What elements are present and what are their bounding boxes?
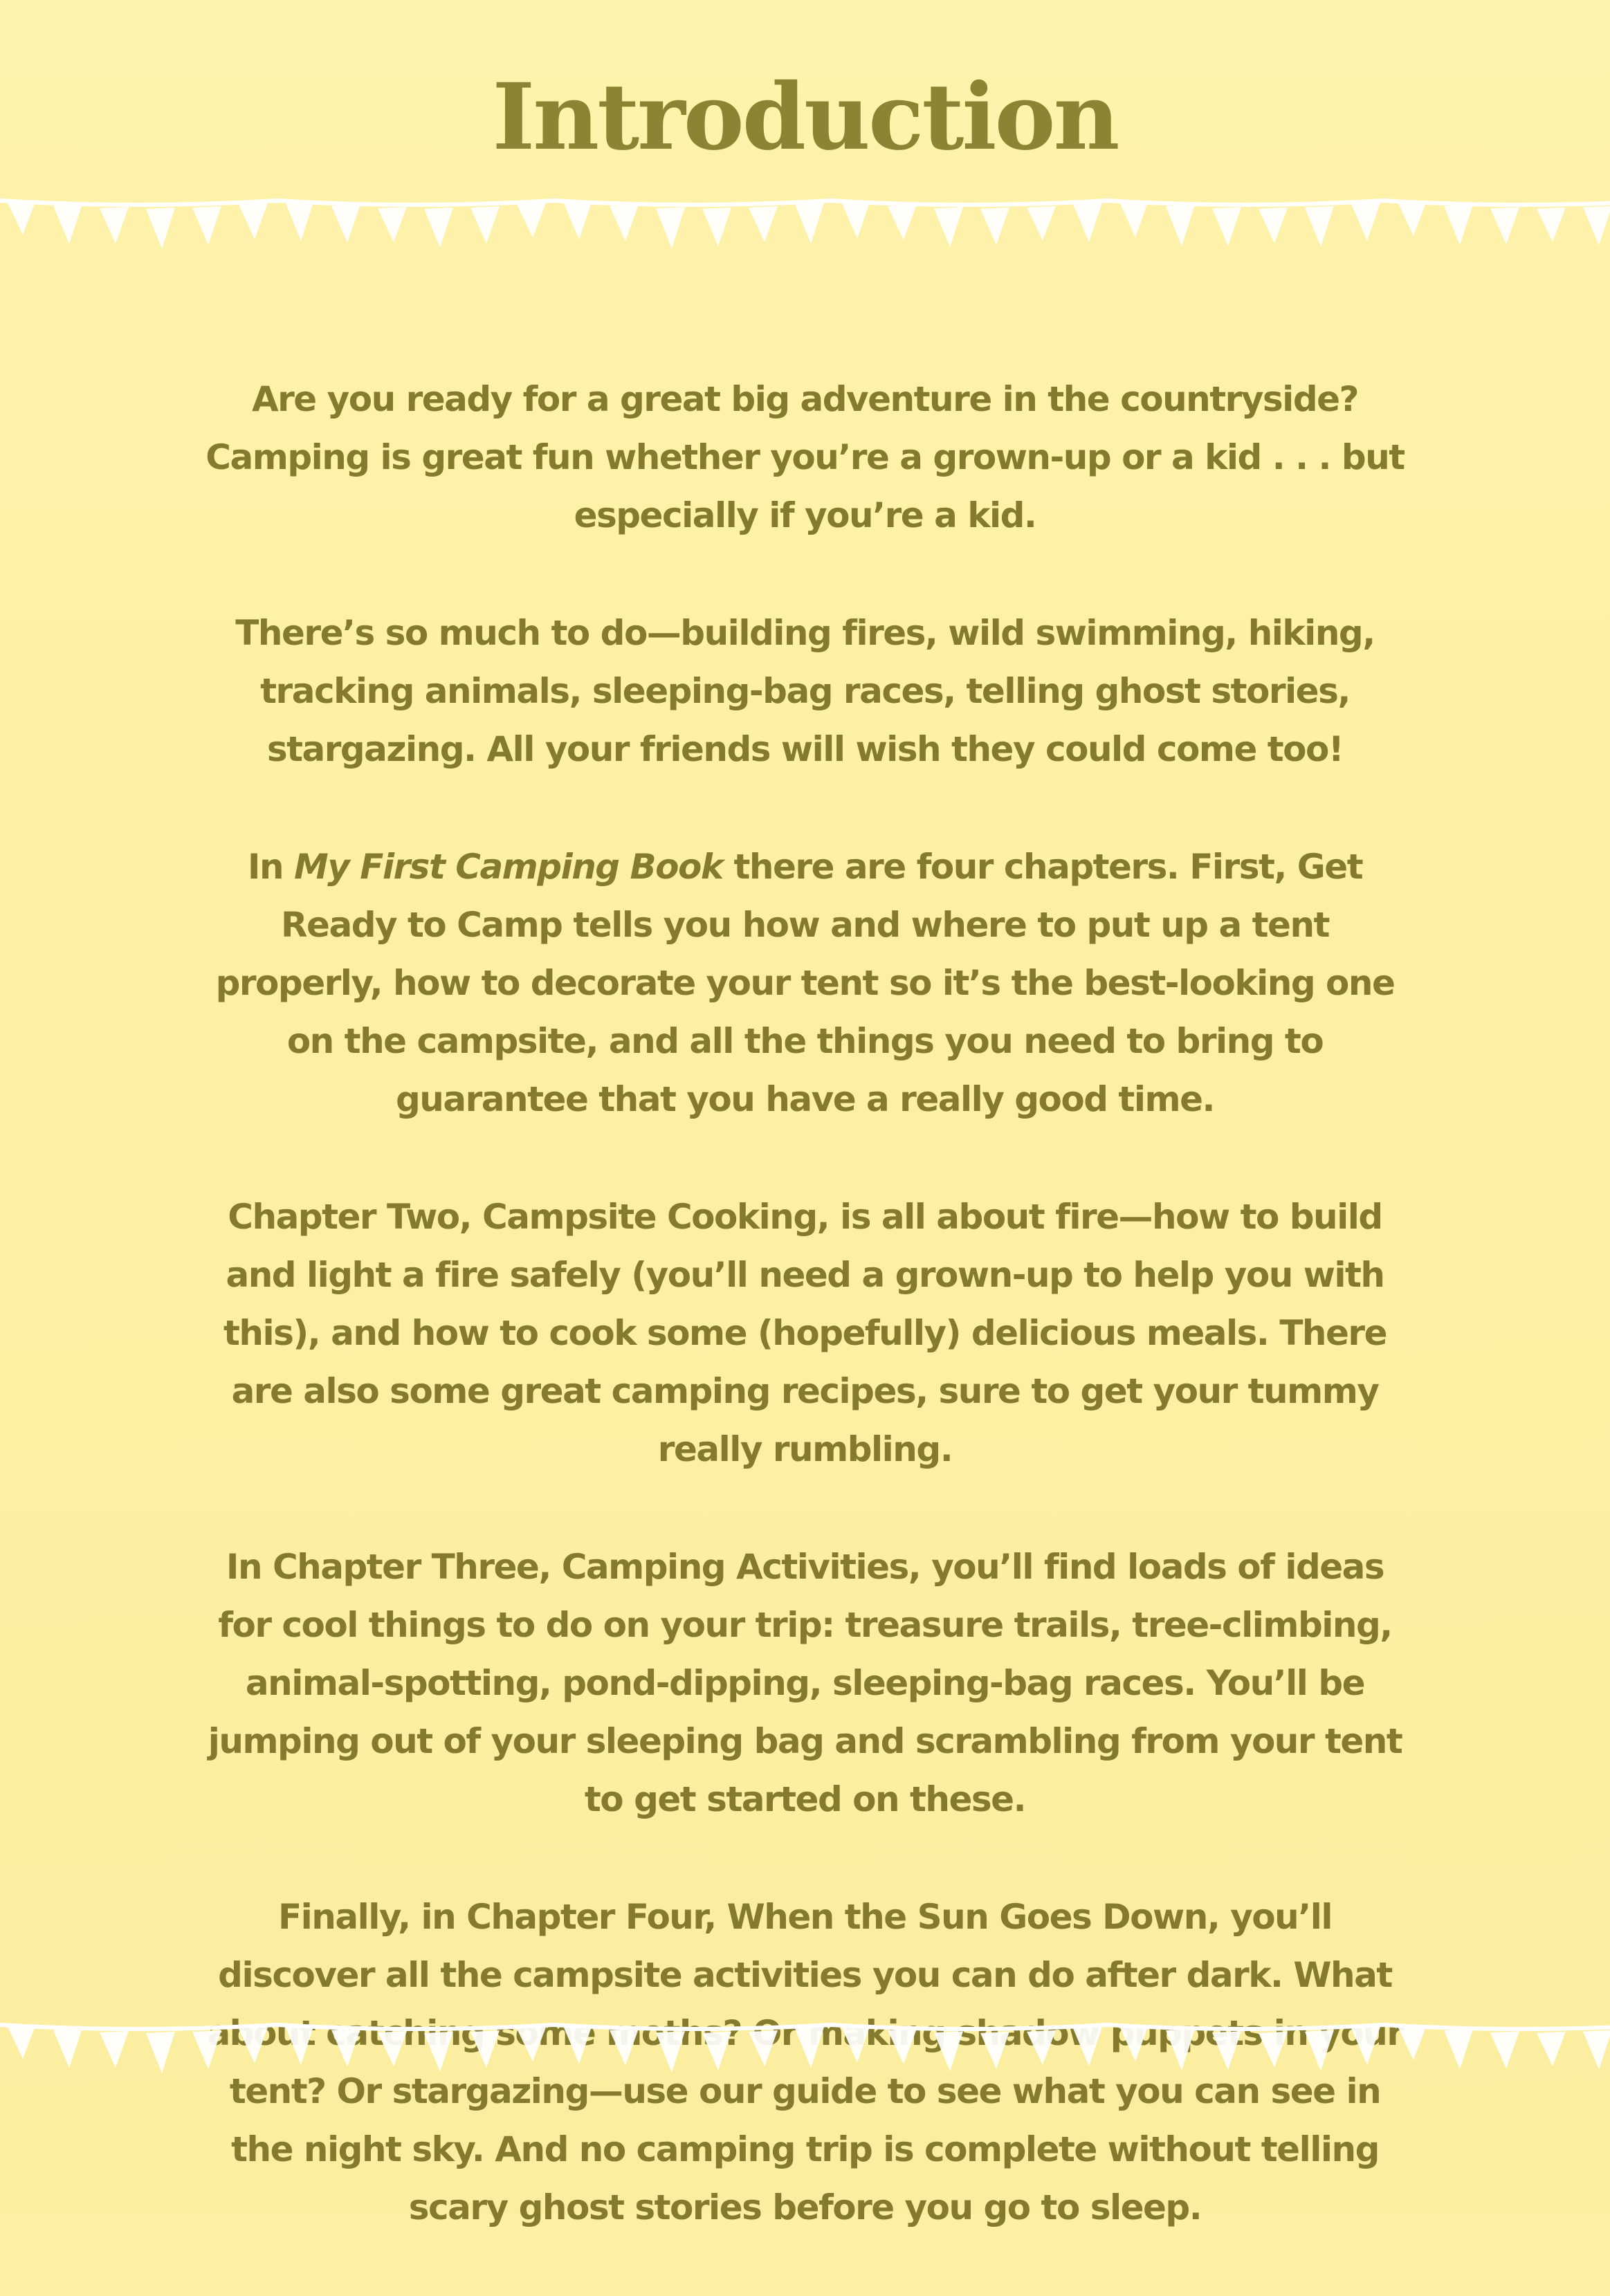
bunting-top-flag	[285, 200, 314, 241]
paragraph-chapter-one-lead: In	[247, 847, 294, 887]
bunting-top-flag	[841, 201, 870, 239]
bunting-bottom-flag	[934, 2031, 963, 2071]
bunting-top-decoration	[0, 185, 1610, 261]
bunting-bottom-decoration	[0, 2010, 1610, 2086]
bunting-bottom-flag	[331, 2029, 360, 2067]
bunting-bottom-flag	[563, 2025, 592, 2064]
bunting-top-flag	[7, 200, 36, 235]
bunting-top-flag	[1490, 207, 1519, 244]
bunting-bottom-flag	[239, 2028, 268, 2064]
bunting-bottom-flag	[749, 2030, 778, 2066]
bunting-bottom-flag	[702, 2032, 731, 2070]
paragraph-intro: Are you ready for a great big adventure in the countryside? Camping is great fun whether you’re a grown-up or a kid . . . but especially if you’re a kid.	[205, 379, 1405, 535]
bunting-bottom-flag	[1027, 2030, 1056, 2065]
bunting-bottom-flag	[517, 2028, 546, 2062]
bunting-bottom-flag	[980, 2032, 1009, 2069]
bunting-bottom-flag	[146, 2032, 175, 2073]
bunting-bottom-flag	[1490, 2031, 1519, 2068]
bunting-bottom-flag	[470, 2030, 500, 2068]
bunting-bottom-flag	[1398, 2025, 1427, 2060]
book-title: My First Camping Book	[293, 847, 723, 887]
paragraph-activities: There’s so much to do—building fires, wild swimming, hiking, tracking animals, sleeping-bag races, telling ghost stories, stargazing. All your friends will wish they could come too!	[235, 613, 1375, 769]
bunting-bottom-flag	[378, 2031, 407, 2066]
bunting-top-flag	[192, 206, 221, 245]
bunting-bottom-flag	[7, 2024, 36, 2059]
bunting-bottom-flag	[1444, 2029, 1473, 2069]
bunting-top-flag	[517, 203, 546, 238]
bunting-top-flag	[331, 205, 360, 243]
bunting-top-flag	[1259, 208, 1288, 244]
paragraph-chapter-two: Chapter Two, Campsite Cooking, is all about fire—how to build and light a fire safely (you’ll need a grown-up to help you with this), and how to cook some (hopefully) delicious meals. There are also some great camping recipes, sure to get your tummy really rumbling.	[223, 1197, 1387, 1469]
bunting-bottom-flag	[192, 2030, 221, 2069]
bunting-top-flag	[146, 208, 175, 249]
bunting-bottom-flag	[1537, 2032, 1566, 2066]
bunting-top-flag	[100, 207, 129, 244]
bunting-top-flag	[656, 207, 685, 248]
paragraph-chapter-one-rest: there are four chapters. First, Get Ready to Camp tells you how and where to put up a tent properly, how to decorate your tent so it’s the best-looking one on the campsite, and all the things you need to bring to guarantee that you have a really good time.	[215, 847, 1395, 1119]
bunting-bottom-flag	[888, 2029, 917, 2064]
bunting-bottom-flag	[100, 2031, 129, 2068]
bunting-bottom-flag	[1583, 2030, 1610, 2070]
bunting-bottom-flag	[424, 2032, 453, 2072]
bunting-top-flag	[239, 203, 268, 239]
bunting-top-flag	[980, 208, 1009, 245]
bunting-top-flag	[378, 207, 407, 242]
bunting-bottom-flag	[1259, 2032, 1288, 2068]
bunting-bottom-flag	[841, 2025, 870, 2063]
bunting-top-flag	[1444, 205, 1473, 245]
paragraph-chapter-three: In Chapter Three, Camping Activities, you’ll find loads of ideas for cool things to do on your trip: treasure trails, tree-climbing, animal-spotting, pond-dipping, sleeping-bag races. You’ll be jumping out of your sleeping bag and scrambling from your tent to get started on these.	[208, 1547, 1402, 1819]
bunting-top-flag	[702, 208, 731, 246]
bunting-bottom-flag	[53, 2028, 82, 2068]
bunting-bottom-flag	[1351, 2027, 1380, 2065]
bunting-top-flag	[795, 203, 824, 244]
bunting-top-flag	[1073, 203, 1102, 242]
bunting-top-flag	[610, 205, 639, 241]
paragraph-chapter-one	[201, 838, 1409, 1128]
bunting-top-flag	[749, 206, 778, 242]
bunting-top-flag	[1398, 201, 1427, 236]
bunting-top-flag	[1119, 201, 1149, 237]
bunting-bottom-flag	[795, 2027, 824, 2068]
bunting-top-flag	[1212, 207, 1241, 246]
bunting-top-flag	[563, 201, 592, 240]
bunting-bottom-flag	[656, 2031, 685, 2073]
bunting-top-flag	[1537, 208, 1566, 242]
bunting-bottom-flag	[1212, 2031, 1241, 2070]
bunting-bottom-flag	[1166, 2029, 1195, 2070]
bunting-top-flag	[1166, 205, 1195, 246]
paragraph-chapter-four: Finally, in Chapter Four, When the Sun Goes Down, you’ll discover all the campsite activities you can do after dark. What catching some Or making shadow in tent? Or stargazing—use our guide to see what you can see in the night sky. And no camping trip is complete without telling scary ghost stories before you go to sleep.	[218, 1897, 1392, 2228]
bunting-bottom-flag	[1073, 2027, 1102, 2066]
bunting-top-flag	[888, 205, 917, 240]
bunting-top-flag	[53, 204, 82, 244]
bunting-bottom-flag	[285, 2024, 314, 2065]
bunting-top-flag	[1305, 206, 1334, 247]
page-title: Introduction	[492, 64, 1118, 171]
bunting-top-flag	[934, 207, 963, 247]
bunting-top-flag	[1027, 206, 1056, 241]
bunting-top-flag	[424, 208, 453, 248]
bunting-top-flag	[470, 206, 500, 244]
bunting-top-flag	[1583, 206, 1610, 246]
bunting-bottom-flag	[1119, 2025, 1149, 2061]
bunting-bottom-flag	[610, 2029, 639, 2066]
introduction-body	[201, 370, 1409, 2296]
bunting-bottom-flag	[1305, 2030, 1334, 2071]
bunting-top-flag	[1351, 203, 1380, 241]
